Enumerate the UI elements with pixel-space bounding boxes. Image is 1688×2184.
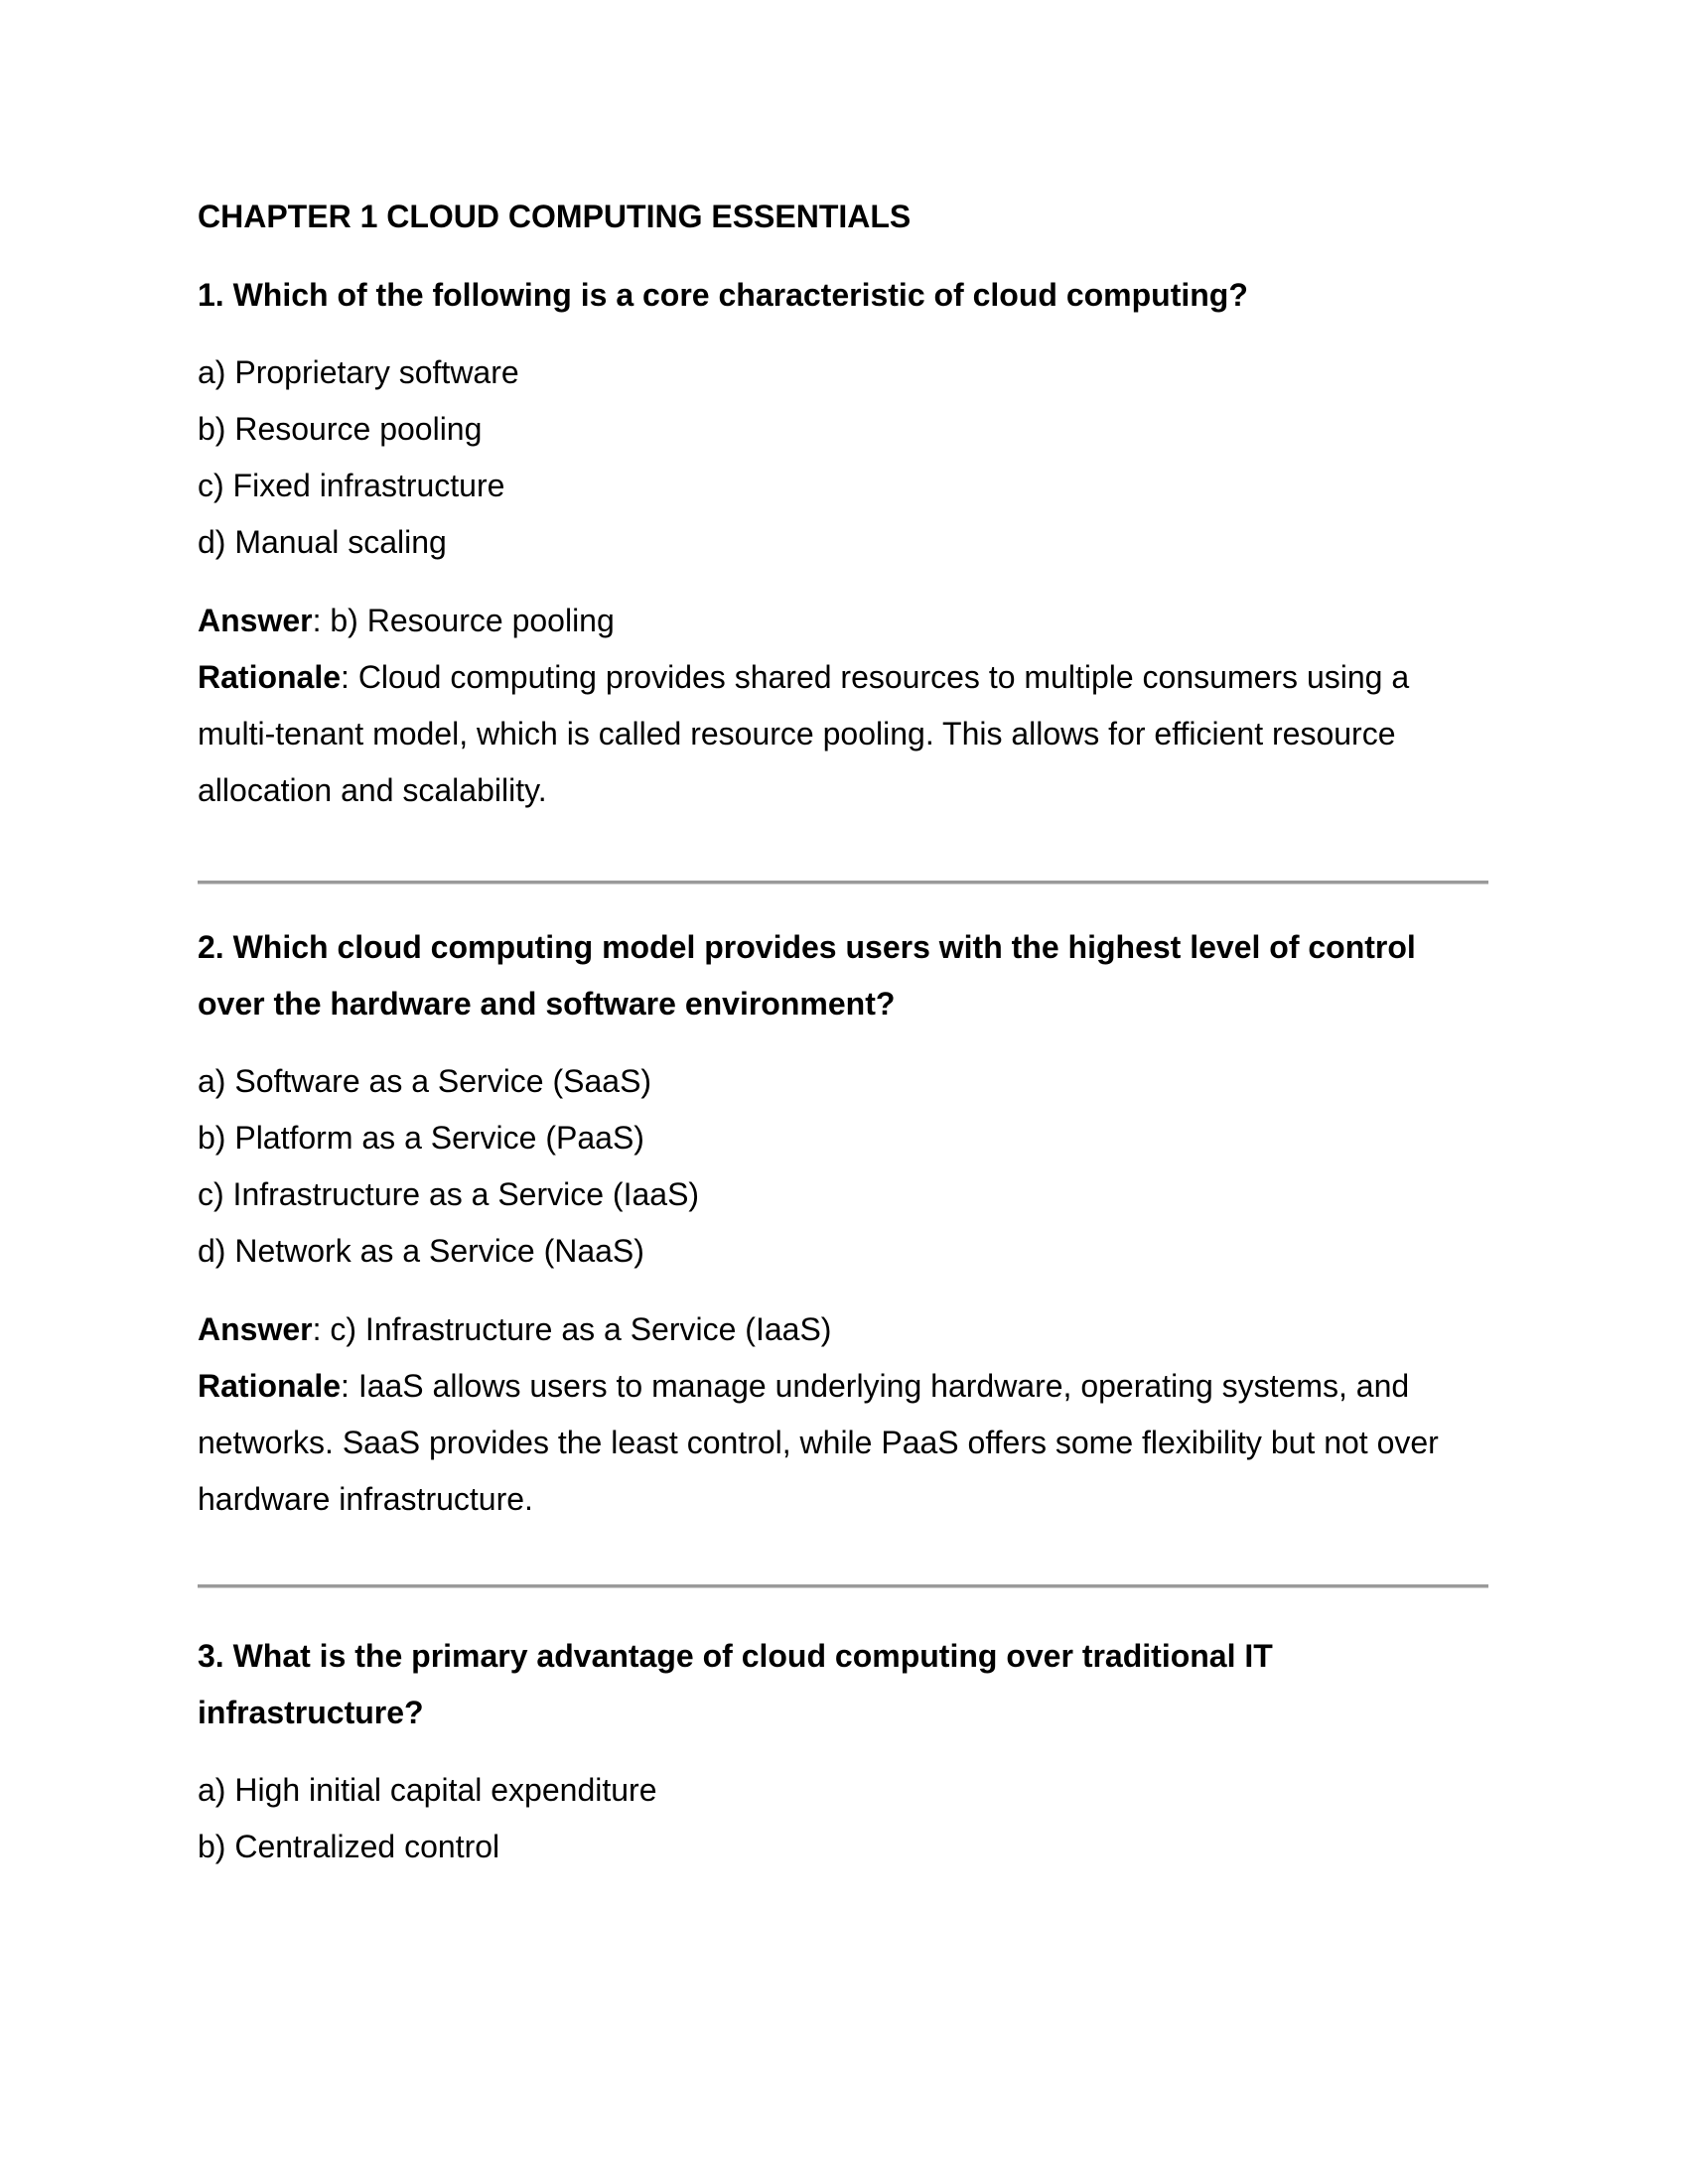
answer-label: Answer bbox=[198, 603, 313, 638]
question-3: 3. What is the primary advantage of cloud computing over traditional IT infrastructure? bbox=[198, 1638, 1273, 1730]
q2-answer-text: c) Infrastructure as a Service (IaaS) bbox=[330, 1311, 832, 1347]
q1-rationale-text: Cloud computing provides shared resources to multiple consumers using a multi-tenant model, which is called resource pooling. This allows for efficient resource allocation and scalability. bbox=[198, 659, 1410, 808]
q1-answer: Answer: b) Resource pooling bbox=[198, 603, 615, 638]
q3-option-b: b) Centralized control bbox=[198, 1829, 500, 1864]
divider bbox=[198, 1584, 1488, 1588]
q1-option-d: d) Manual scaling bbox=[198, 524, 447, 560]
answer-label: Answer bbox=[198, 1311, 313, 1347]
question-2: 2. Which cloud computing model provides users with the highest level of control over the hardware and software environment? bbox=[198, 929, 1416, 1022]
chapter-title: CHAPTER 1 CLOUD COMPUTING ESSENTIALS bbox=[198, 199, 912, 234]
q1-option-a: a) Proprietary software bbox=[198, 354, 519, 390]
rationale-label: Rationale bbox=[198, 659, 342, 695]
rationale-label: Rationale bbox=[198, 1368, 342, 1404]
q2-option-b: b) Platform as a Service (PaaS) bbox=[198, 1120, 644, 1156]
q3-option-a: a) High initial capital expenditure bbox=[198, 1772, 657, 1808]
q1-rationale: Rationale: Cloud computing provides shared resources to multiple consumers using a multi-tenant model, which is called resource pooling. This allows for efficient resource allocation and scalability. bbox=[198, 659, 1410, 808]
q1-answer-text: b) Resource pooling bbox=[330, 603, 615, 638]
divider bbox=[198, 881, 1488, 885]
q2-option-d: d) Network as a Service (NaaS) bbox=[198, 1233, 644, 1269]
question-1: 1. Which of the following is a core characteristic of cloud computing? bbox=[198, 277, 1248, 313]
q2-option-a: a) Software as a Service (SaaS) bbox=[198, 1063, 652, 1099]
q1-option-b: b) Resource pooling bbox=[198, 411, 483, 447]
q1-option-c: c) Fixed infrastructure bbox=[198, 468, 505, 503]
q2-option-c: c) Infrastructure as a Service (IaaS) bbox=[198, 1176, 700, 1212]
q2-rationale-text: IaaS allows users to manage underlying hardware, operating systems, and networks. SaaS provides the least control, while PaaS offers some flexibility but not over hardware infrastructure. bbox=[198, 1368, 1439, 1517]
q2-answer: Answer: c) Infrastructure as a Service (IaaS) bbox=[198, 1311, 832, 1347]
q2-rationale: Rationale: IaaS allows users to manage underlying hardware, operating systems, and networks. SaaS provides the least control, while PaaS offers some flexibility but not over hardware infrastructure. bbox=[198, 1368, 1439, 1517]
